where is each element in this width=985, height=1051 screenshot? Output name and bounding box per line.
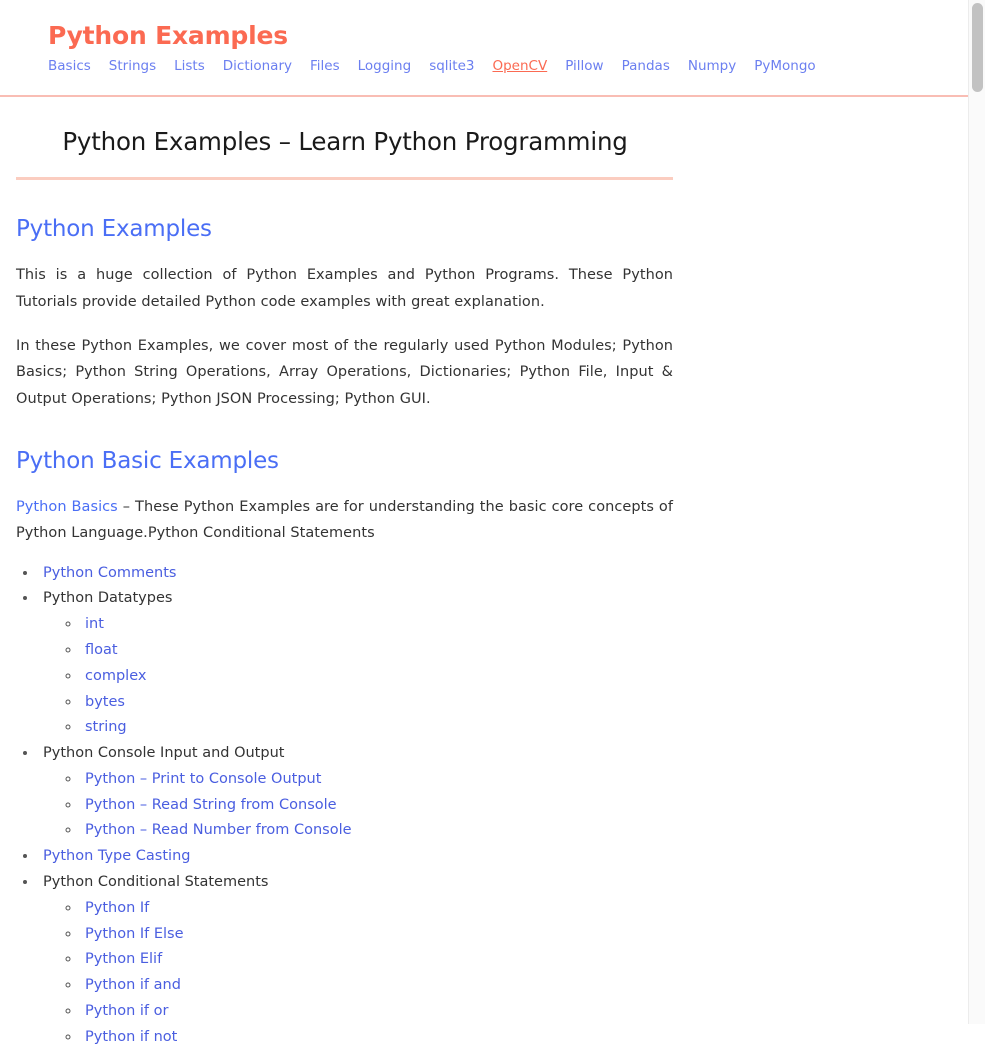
list-item[interactable] <box>81 973 673 999</box>
topic-link[interactable]: float <box>85 641 118 658</box>
list-item[interactable] <box>81 715 673 741</box>
topic-label: Python Console Input and Output <box>43 745 285 762</box>
topic-link[interactable]: Python Type Casting <box>43 848 191 865</box>
python-basics-link[interactable]: Python Basics <box>16 498 118 515</box>
section-heading: Python Basic Examples <box>16 448 279 475</box>
topic-link[interactable]: complex <box>85 667 147 684</box>
topic-link[interactable]: Python – Print to Console Output <box>85 770 322 787</box>
content-section <box>16 447 673 1051</box>
nav-item-strings[interactable]: Strings <box>108 57 157 74</box>
nav-item-pandas[interactable]: Pandas <box>621 57 670 74</box>
topic-sublist <box>43 767 673 844</box>
topic-link[interactable]: int <box>85 616 104 633</box>
list-item[interactable] <box>81 638 673 664</box>
topic-link[interactable]: Python – Read String from Console <box>85 796 337 813</box>
nav-item-sqlite3[interactable]: sqlite3 <box>429 57 475 74</box>
list-item[interactable] <box>81 793 673 819</box>
main-content <box>0 97 968 1051</box>
section-intro-text: – These Python Examples are for understanding the basic core concepts of Python Language.Python Conditional Statements <box>16 498 673 542</box>
site-brand[interactable]: Python Examples <box>48 21 288 50</box>
topic-link[interactable]: Python – Read Number from Console <box>85 822 352 839</box>
topic-link[interactable]: Python If Else <box>85 925 184 942</box>
list-item[interactable] <box>81 947 673 973</box>
topic-link[interactable]: Python if not <box>85 1028 178 1045</box>
nav-item-pillow[interactable]: Pillow <box>565 57 604 74</box>
list-item[interactable] <box>81 612 673 638</box>
list-item[interactable] <box>81 664 673 690</box>
topic-link[interactable]: Python Elif <box>85 951 163 968</box>
section-paragraph: This is a huge collection of Python Examples and Python Programs. These Python Tutorials provide detailed Python code examples with great explanation. <box>16 267 673 310</box>
topic-link[interactable]: Python Comments <box>43 564 177 581</box>
list-item[interactable] <box>81 1025 673 1051</box>
vertical-scrollbar[interactable] <box>968 0 985 1024</box>
site-header <box>0 0 968 97</box>
section-intro-paragraph <box>16 494 673 547</box>
list-item <box>38 741 673 844</box>
nav-item-dictionary[interactable]: Dictionary <box>222 57 292 74</box>
topic-link[interactable]: Python If <box>85 899 150 916</box>
list-item[interactable] <box>81 922 673 948</box>
list-item[interactable] <box>38 561 673 587</box>
list-item[interactable] <box>81 690 673 716</box>
content-section <box>16 215 673 412</box>
topic-link[interactable]: string <box>85 719 127 736</box>
nav-item-numpy[interactable]: Numpy <box>687 57 737 74</box>
scrollbar-thumb[interactable] <box>972 3 983 92</box>
list-item <box>38 870 673 1051</box>
title-divider <box>16 177 673 180</box>
section-heading: Python Examples <box>16 216 212 243</box>
list-item[interactable] <box>81 818 673 844</box>
list-item[interactable] <box>81 767 673 793</box>
list-item <box>38 586 673 741</box>
topic-sublist <box>43 896 673 1051</box>
page-title: Python Examples – Learn Python Programming <box>62 127 628 156</box>
nav-item-pymongo[interactable]: PyMongo <box>754 57 816 74</box>
topic-link[interactable]: bytes <box>85 693 125 710</box>
main-navigation <box>0 50 968 74</box>
nav-item-lists[interactable]: Lists <box>174 57 205 74</box>
topic-list <box>16 561 673 1051</box>
section-paragraph: In these Python Examples, we cover most of the regularly used Python Modules; Python Basics; Python String Operations, Array Operations, Dictionaries; Python File, Input & Output Operations; Python JSON Processing; Python GUI. <box>16 337 673 407</box>
topic-label: Python Conditional Statements <box>43 874 269 891</box>
topic-link[interactable]: Python if or <box>85 1003 169 1020</box>
topic-sublist <box>43 612 673 741</box>
nav-item-files[interactable]: Files <box>310 57 340 74</box>
list-item[interactable] <box>38 844 673 870</box>
list-item[interactable] <box>81 999 673 1025</box>
sections-container <box>0 215 968 1050</box>
topic-link[interactable]: Python if and <box>85 977 181 994</box>
nav-item-logging[interactable]: Logging <box>357 57 412 74</box>
list-item[interactable] <box>81 896 673 922</box>
topic-label: Python Datatypes <box>43 590 173 607</box>
nav-item-basics[interactable]: Basics <box>48 57 91 74</box>
nav-item-opencv[interactable]: OpenCV <box>492 57 548 74</box>
